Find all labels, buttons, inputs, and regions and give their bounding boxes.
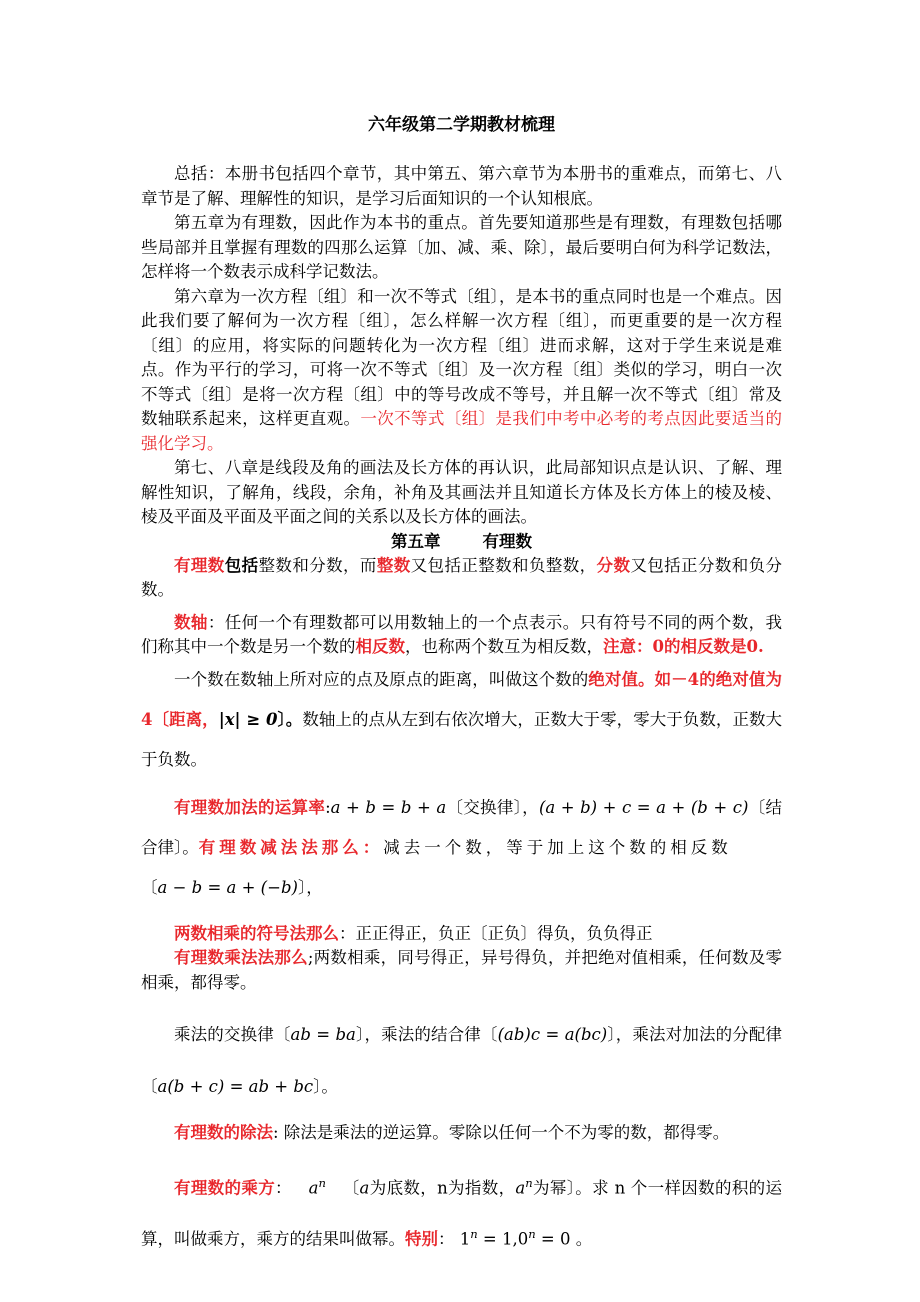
chapter5-number: 第五章 — [391, 531, 441, 551]
chapter78-intro-paragraph: 第七、八章是线段及角的画法及长方体的再认识，此局部知识点是认识、了解、理解性知识，了解角，线段，余角，补角及其画法并且知道长方体及长方体上的棱及棱、棱及平面及平面及平面之间的关系以及长方体的画法。 — [141, 458, 782, 526]
special-formula-mid: = 1,0 — [477, 1229, 529, 1249]
summary-label: 总括 — [174, 164, 208, 183]
commutative-note: 〔交换律〕， — [446, 797, 539, 817]
multiplication-laws-paragraph — [141, 1009, 782, 1113]
multiplication-laws-text-4: 〕。 — [313, 1077, 338, 1096]
rational-term: 有理数 — [174, 555, 225, 575]
chapter6-intro-text: 第六章为一次方程〔组〕和一次不等式〔组〕，是本书的重点同时也是一个难点。因此我们要了解何为一次方程〔组〕，怎么样解一次方程〔组〕，而更重要的是一次方程〔组〕的应用，将实际的问题转化为一次方程〔组〕进而求解，这对于学生来说是难点。作为平行的学习，可将一次不等式〔组〕及一次方程〔组〕类似的学习，明白一次不等式〔组〕是将一次方程〔组〕中的等号改成不等号，并且解一次不等式〔组〕常及数轴联系起来，这样更直观。 — [141, 286, 782, 428]
division-label: 有理数的除法 — [174, 1123, 273, 1142]
chapter6-highlight: 一次不等式〔组〕是我们中考中必考的考点因此要适当的强化学习。 — [141, 409, 783, 453]
multiplication-laws-text-1: 乘法的交换律〔 — [174, 1025, 291, 1044]
subtraction-rule-text: 减去一个数，等于加上这个数的相反数 — [383, 837, 732, 857]
number-axis-text-2: ，也称两个数互为相反数， — [405, 637, 603, 656]
number-axis-text-1: ：任何一个有理数都可以用数轴上的一个点表示。只有符号不同的两个数，我们称其中一个数是另一个数的 — [141, 612, 783, 656]
multiplication-rule-paragraph — [141, 946, 782, 995]
summary-paragraph — [141, 162, 782, 211]
power-paragraph — [141, 1160, 782, 1263]
subtraction-rule-label: 有理数减法法那么： — [198, 837, 384, 857]
subtraction-formula-open: 〔 — [141, 877, 158, 897]
absolute-value-text-1: 一个数在数轴上所对应的点及原点的距离，叫做这个数的 — [174, 669, 589, 689]
division-text: : 除法是乘法的逆运算。零除以任何一个不为零的数，都得零。 — [273, 1123, 730, 1142]
division-paragraph — [141, 1121, 782, 1146]
power-text-2: 为幂〕。求 n 个一样因数的积的运算，叫做乘方，乘方的结果叫做幂。 — [141, 1178, 783, 1249]
number-axis-paragraph — [141, 611, 782, 660]
multiplication-associative-formula: (ab)c = a(bc) — [497, 1025, 608, 1044]
opposite-number-term: 相反数 — [355, 637, 405, 656]
multiplication-rule-label: 有理数乘法法那么 — [174, 948, 308, 967]
absolute-value-text-4: 数轴上的点从左到右依次增大，正数大于零，零大于负数，正数大于负数。 — [141, 709, 783, 769]
special-formula-exp-1: n — [470, 1227, 478, 1241]
rational-text-2: 又包括正整数和负整数， — [410, 555, 597, 575]
addition-laws-paragraph — [141, 788, 782, 908]
power-text-open: 〔 — [342, 1178, 360, 1197]
power-base-symbol: a — [359, 1178, 370, 1197]
chapter5-intro-paragraph: 第五章为有理数，因此作为本书的重点。首先要知道那些是有理数，有理数包括哪些局部并且掌握有理数的四那么运算〔加、减、乘、除〕，最后要明白何为科学记数法，怎样将一个数表示成科学记数法。 — [141, 213, 782, 281]
chapter5-name: 有理数 — [482, 531, 532, 551]
sign-rule-label: 两数相乘的符号法那么 — [174, 923, 339, 943]
addition-laws-label: 有理数加法的运算率 — [174, 797, 326, 817]
special-formula-one: 1 — [459, 1229, 471, 1249]
absolute-value-text-3: 〕。 — [277, 709, 303, 729]
multiplication-laws-text-2: 〕，乘法的结合律〔 — [355, 1025, 498, 1044]
multiplication-commutative-formula: ab = ba — [290, 1025, 356, 1044]
rational-definition-paragraph — [141, 554, 782, 603]
power-label: 有理数的乘方 — [174, 1178, 276, 1197]
rational-text-3: 又包括正分数和负分数。 — [141, 555, 783, 599]
document-title: 六年级第二学期教材梳理 — [368, 115, 555, 135]
absolute-example-number: －4 — [671, 669, 700, 689]
sign-rule-paragraph — [141, 922, 782, 947]
rational-text-1: 整数和分数，而 — [258, 555, 377, 575]
subtraction-formula: a − b = a + (−b) — [157, 877, 298, 897]
distributive-formula: a(b + c) = ab + bc — [157, 1077, 314, 1096]
opposite-note: 注意：0的相反数是0. — [603, 637, 764, 656]
number-axis-label: 数轴 — [174, 612, 208, 632]
power-symbol-base: a — [515, 1178, 526, 1197]
summary-text: ：本册书包括四个章节，其中第五、第六章节为本册书的重难点，而第七、八章节是了解、理解性的知识，是学习后面知识的一个认知根底。 — [141, 164, 783, 208]
power-formula-exponent: n — [318, 1175, 326, 1190]
sign-rule-text: ：正正得正，负正〔正负〕得负，负负得正 — [339, 923, 653, 943]
absolute-value-label: 绝对值。如 — [588, 669, 672, 689]
chapter6-intro-paragraph — [141, 285, 782, 457]
power-text-1: 为底数，n为指数， — [369, 1178, 516, 1197]
power-colon: ： — [275, 1178, 292, 1197]
special-formula-end: = 0 — [535, 1229, 571, 1249]
special-period: 。 — [575, 1229, 593, 1249]
absolute-value-formula: |x| ≥ 0 — [218, 709, 278, 729]
fraction-term: 分数 — [596, 555, 631, 575]
power-symbol-exponent: n — [525, 1175, 533, 1190]
commutative-formula: a + b = b + a — [330, 797, 447, 817]
multiplication-laws-text-3: 〕，乘法对加法的分配律〔 — [141, 1025, 783, 1096]
absolute-value-text-2: 的绝对值为4〔距离， — [141, 669, 783, 729]
addition-laws-colon: : — [325, 797, 331, 817]
integer-term: 整数 — [376, 555, 411, 575]
subtraction-formula-close: 〕， — [297, 877, 323, 897]
special-colon: ： — [438, 1229, 455, 1249]
special-formula-exp-2: n — [528, 1227, 536, 1241]
includes-term: 包括 — [224, 555, 259, 575]
power-formula-base: a — [308, 1178, 319, 1197]
absolute-value-paragraph — [141, 660, 782, 780]
special-label: 特别 — [405, 1229, 438, 1249]
chapter5-heading — [141, 530, 782, 554]
associative-note: 〔结合律〕。 — [141, 797, 783, 857]
multiplication-rule-text: ;两数相乘，同号得正，异号得负，并把绝对值相乘，任何数及零相乘，都得零。 — [141, 948, 782, 992]
associative-formula: (a + b) + c = a + (b + c) — [538, 797, 749, 817]
